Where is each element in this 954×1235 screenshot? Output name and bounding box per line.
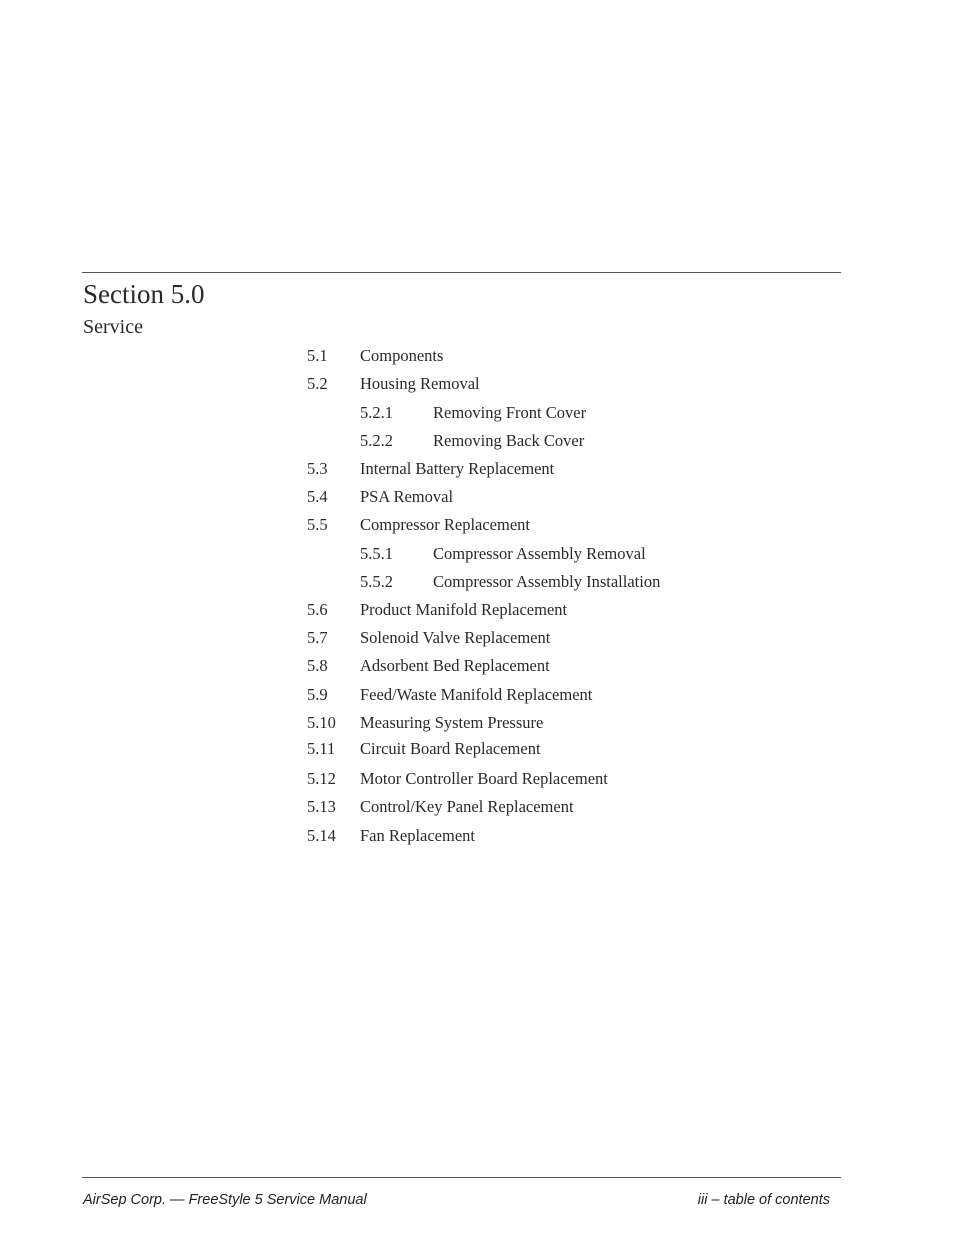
toc-label: Removing Front Cover (433, 403, 587, 422)
toc-label: Internal Battery Replacement (360, 459, 555, 478)
toc-label: Compressor Assembly Installation (433, 572, 661, 591)
toc-label: PSA Removal (360, 487, 454, 506)
toc-number: 5.8 (307, 656, 328, 675)
toc-number: 5.14 (307, 826, 336, 845)
toc-number: 5.13 (307, 797, 336, 816)
toc-label: Circuit Board Replacement (360, 739, 541, 758)
toc-number: 5.6 (307, 600, 328, 619)
toc-label: Solenoid Valve Replacement (360, 628, 551, 647)
toc-number: 5.10 (307, 713, 336, 732)
toc-label: Feed/Waste Manifold Replacement (360, 685, 593, 704)
toc-number: 5.2.2 (360, 431, 393, 450)
toc-label: Product Manifold Replacement (360, 600, 568, 619)
section-subtitle: Service (83, 316, 143, 338)
toc-number: 5.9 (307, 685, 328, 704)
toc-label: Fan Replacement (360, 826, 476, 845)
toc-label: Control/Key Panel Replacement (360, 797, 574, 816)
footer-title: AirSep Corp. — FreeStyle 5 Service Manual (83, 1192, 367, 1208)
footer-page: iii – table of contents (697, 1192, 830, 1208)
toc-number: 5.11 (307, 739, 336, 758)
toc-number: 5.7 (307, 628, 328, 647)
toc-number: 5.3 (307, 459, 328, 478)
toc-number: 5.5 (307, 515, 328, 534)
toc-label: Removing Back Cover (433, 431, 585, 450)
bottom-rule (82, 1177, 841, 1178)
toc-label: Compressor Assembly Removal (433, 544, 646, 563)
toc-number: 5.4 (307, 487, 328, 506)
section-title: Section 5.0 (83, 279, 205, 309)
toc-number: 5.5.2 (360, 572, 393, 591)
toc-number: 5.2 (307, 374, 328, 393)
toc-label: Motor Controller Board Replacement (360, 769, 608, 788)
toc-number: 5.12 (307, 769, 336, 788)
toc-number: 5.5.1 (360, 544, 393, 563)
toc-label: Housing Removal (360, 374, 480, 393)
toc-label: Measuring System Pressure (360, 713, 544, 732)
toc-label: Compressor Replacement (360, 515, 530, 534)
top-rule (82, 272, 841, 273)
toc-number: 5.2.1 (360, 403, 393, 422)
toc-label: Adsorbent Bed Replacement (360, 656, 550, 675)
toc-number: 5.1 (307, 346, 328, 365)
toc-label: Components (360, 346, 444, 365)
